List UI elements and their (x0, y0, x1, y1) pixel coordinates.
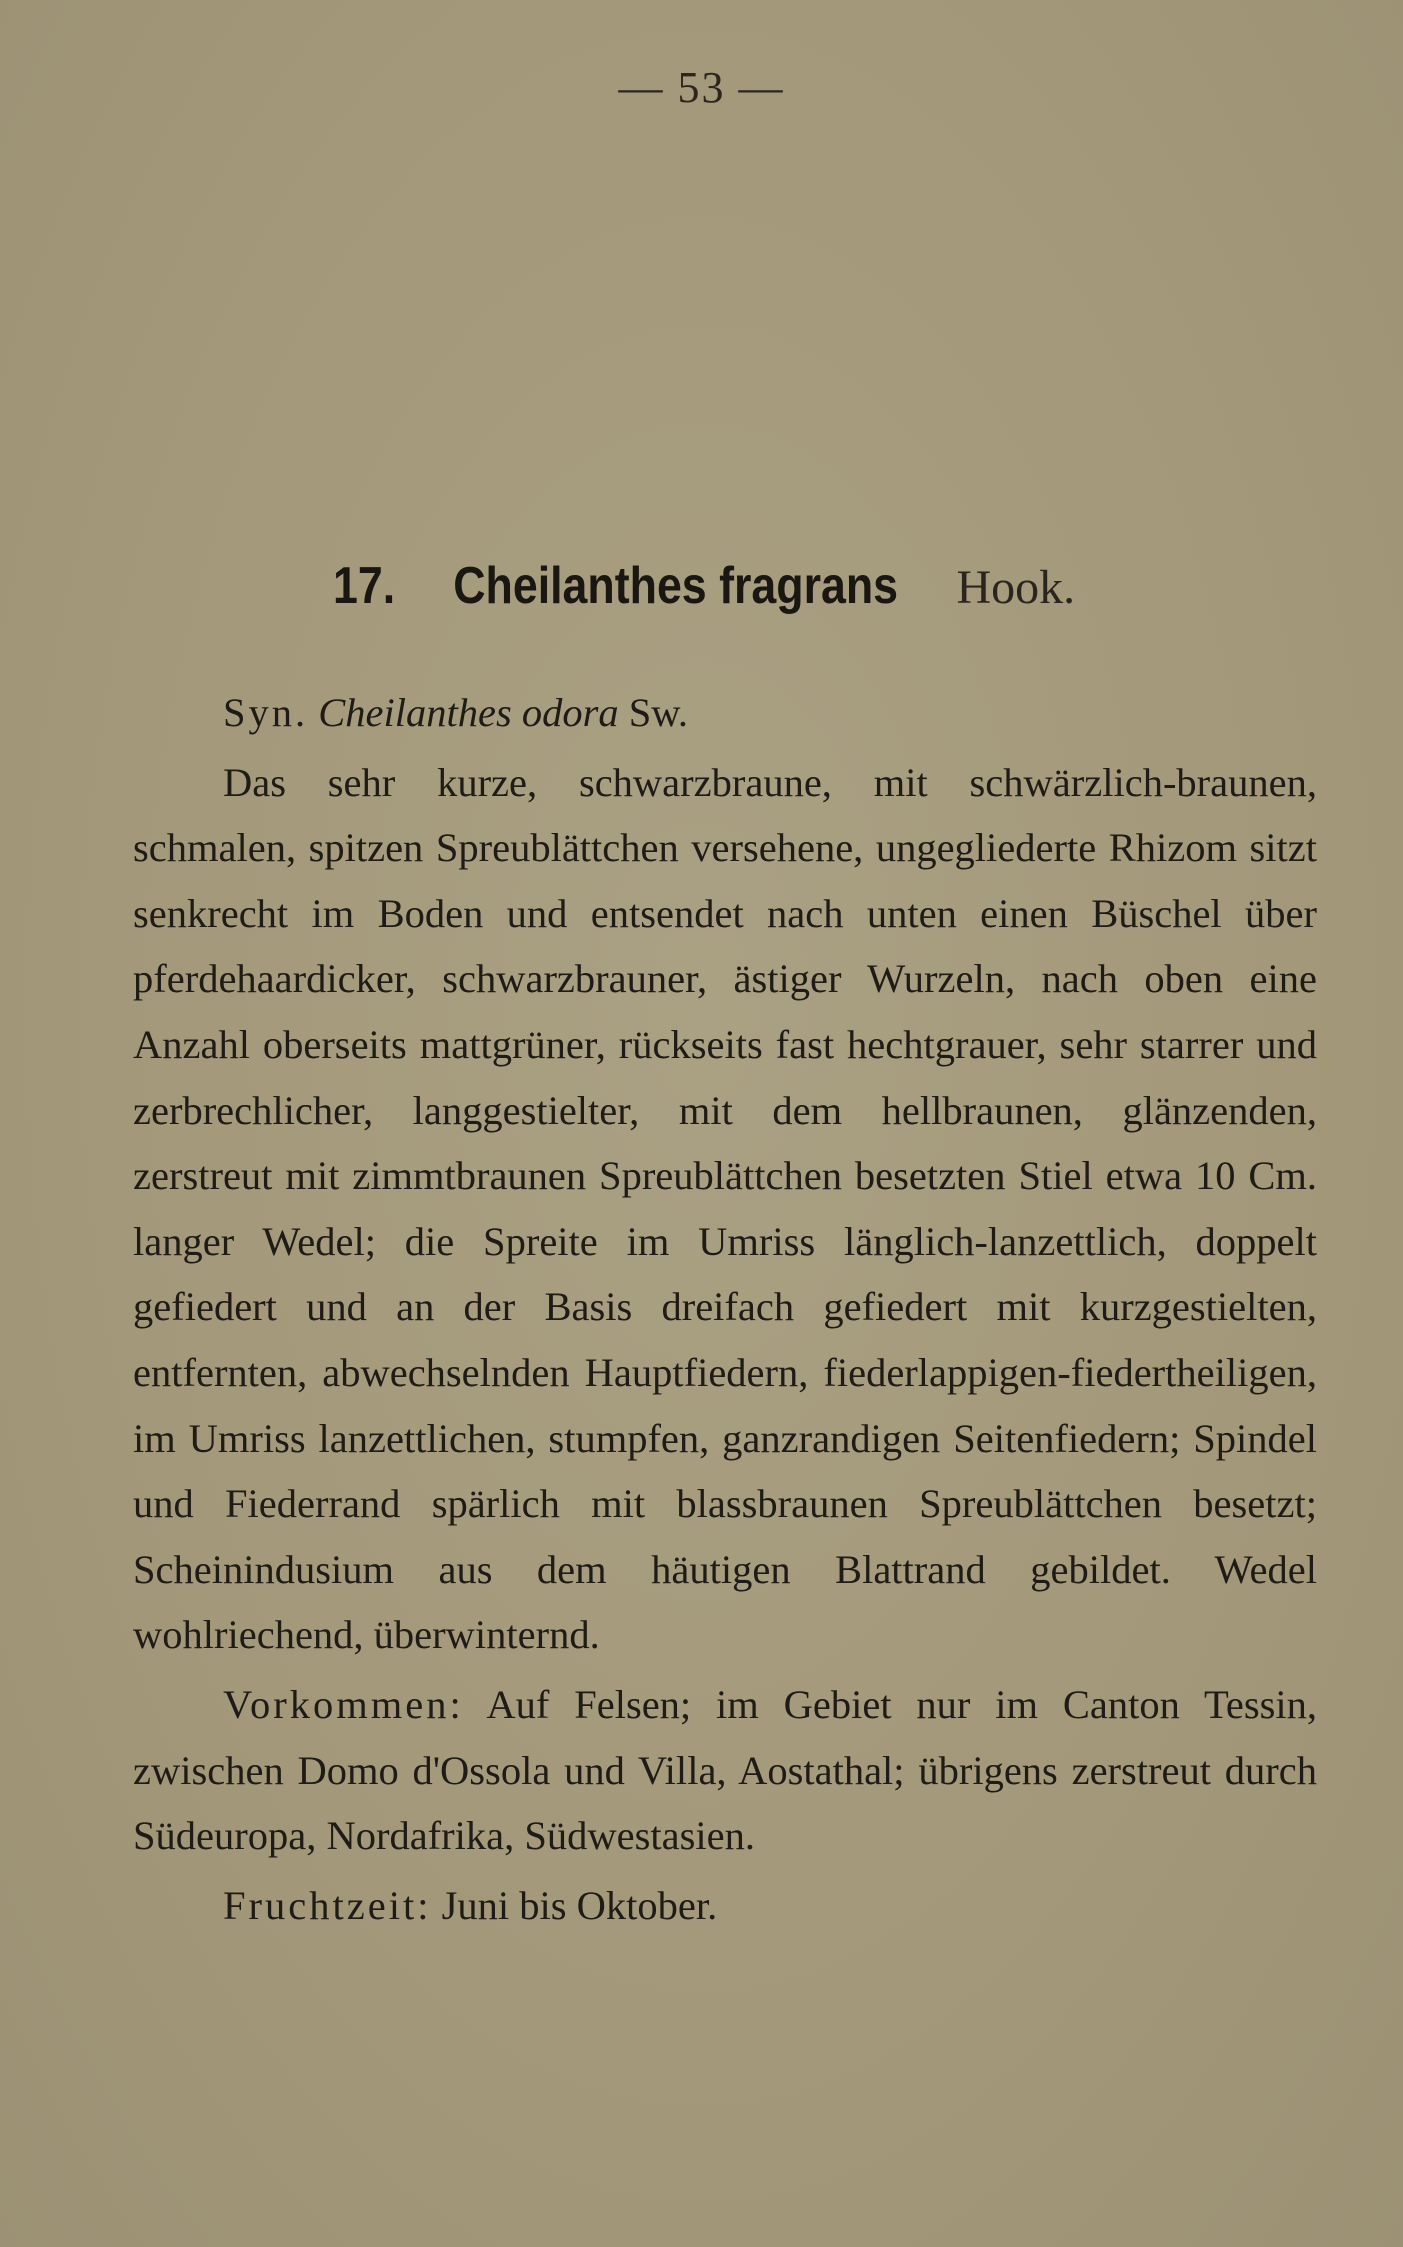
species-author: Hook. (956, 561, 1076, 614)
synonym-label: Syn. (223, 690, 309, 735)
occurrence-paragraph (133, 1672, 1317, 1869)
synonym-name: Cheilanthes odora (318, 690, 619, 735)
fruiting-paragraph (133, 1873, 1317, 1939)
description-paragraph: Das sehr kurze, schwarzbraune, mit schwärzlich-braunen, schmalen, spitzen Spreublättchen versehene, ungegliederte Rhizom sitzt senkrecht im Boden und entsendet nach unten einen Büschel über pferdehaardicker, schwarzbrauner, ästiger Wurzeln, nach oben eine Anzahl oberseits mattgrüner, rückseits fast hechtgrauer, sehr starrer und zerbrechlicher, langgestielter, mit dem hellbraunen, glänzenden, zerstreut mit zimmtbraunen Spreublättchen besetzten Stiel etwa 10 Cm. langer Wedel; die Spreite im Umriss länglich-lanzettlich, doppelt gefiedert und an der Basis dreifach gefiedert mit kurzgestielten, entfernten, abwechselnden Hauptfiedern, fiederlappigen-fiedertheiligen, im Umriss lanzettlichen, stumpfen, ganzrandigen Seitenfiedern; Spindel und Fiederrand spärlich mit blassbraunen Spreublättchen besetzt; Scheinindusium aus dem häutigen Blattrand gebildet. Wedel wohlriechend, überwinternd. (133, 759, 1317, 1658)
synonym-line (133, 680, 1317, 746)
body-text (133, 680, 1317, 1938)
synonym-author: Sw. (628, 690, 689, 735)
fruiting-text: Juni bis Oktober. (441, 1882, 718, 1928)
species-heading (0, 556, 1403, 616)
occurrence-text: Auf Felsen; im Gebiet nur im Canton Tessin, zwischen Domo d'Ossola und Villa, Aostathal; übrigens zerstreut durch Südeuropa, Nordafrika, Südwestasien. (133, 1681, 1317, 1859)
page-number: — 53 — (618, 63, 785, 112)
occurrence-label: Vorkommen: (223, 1681, 464, 1727)
species-number: 17. (332, 557, 396, 615)
species-name: Cheilanthes fragrans (452, 557, 898, 615)
fruiting-label: Fruchtzeit: (223, 1882, 432, 1928)
